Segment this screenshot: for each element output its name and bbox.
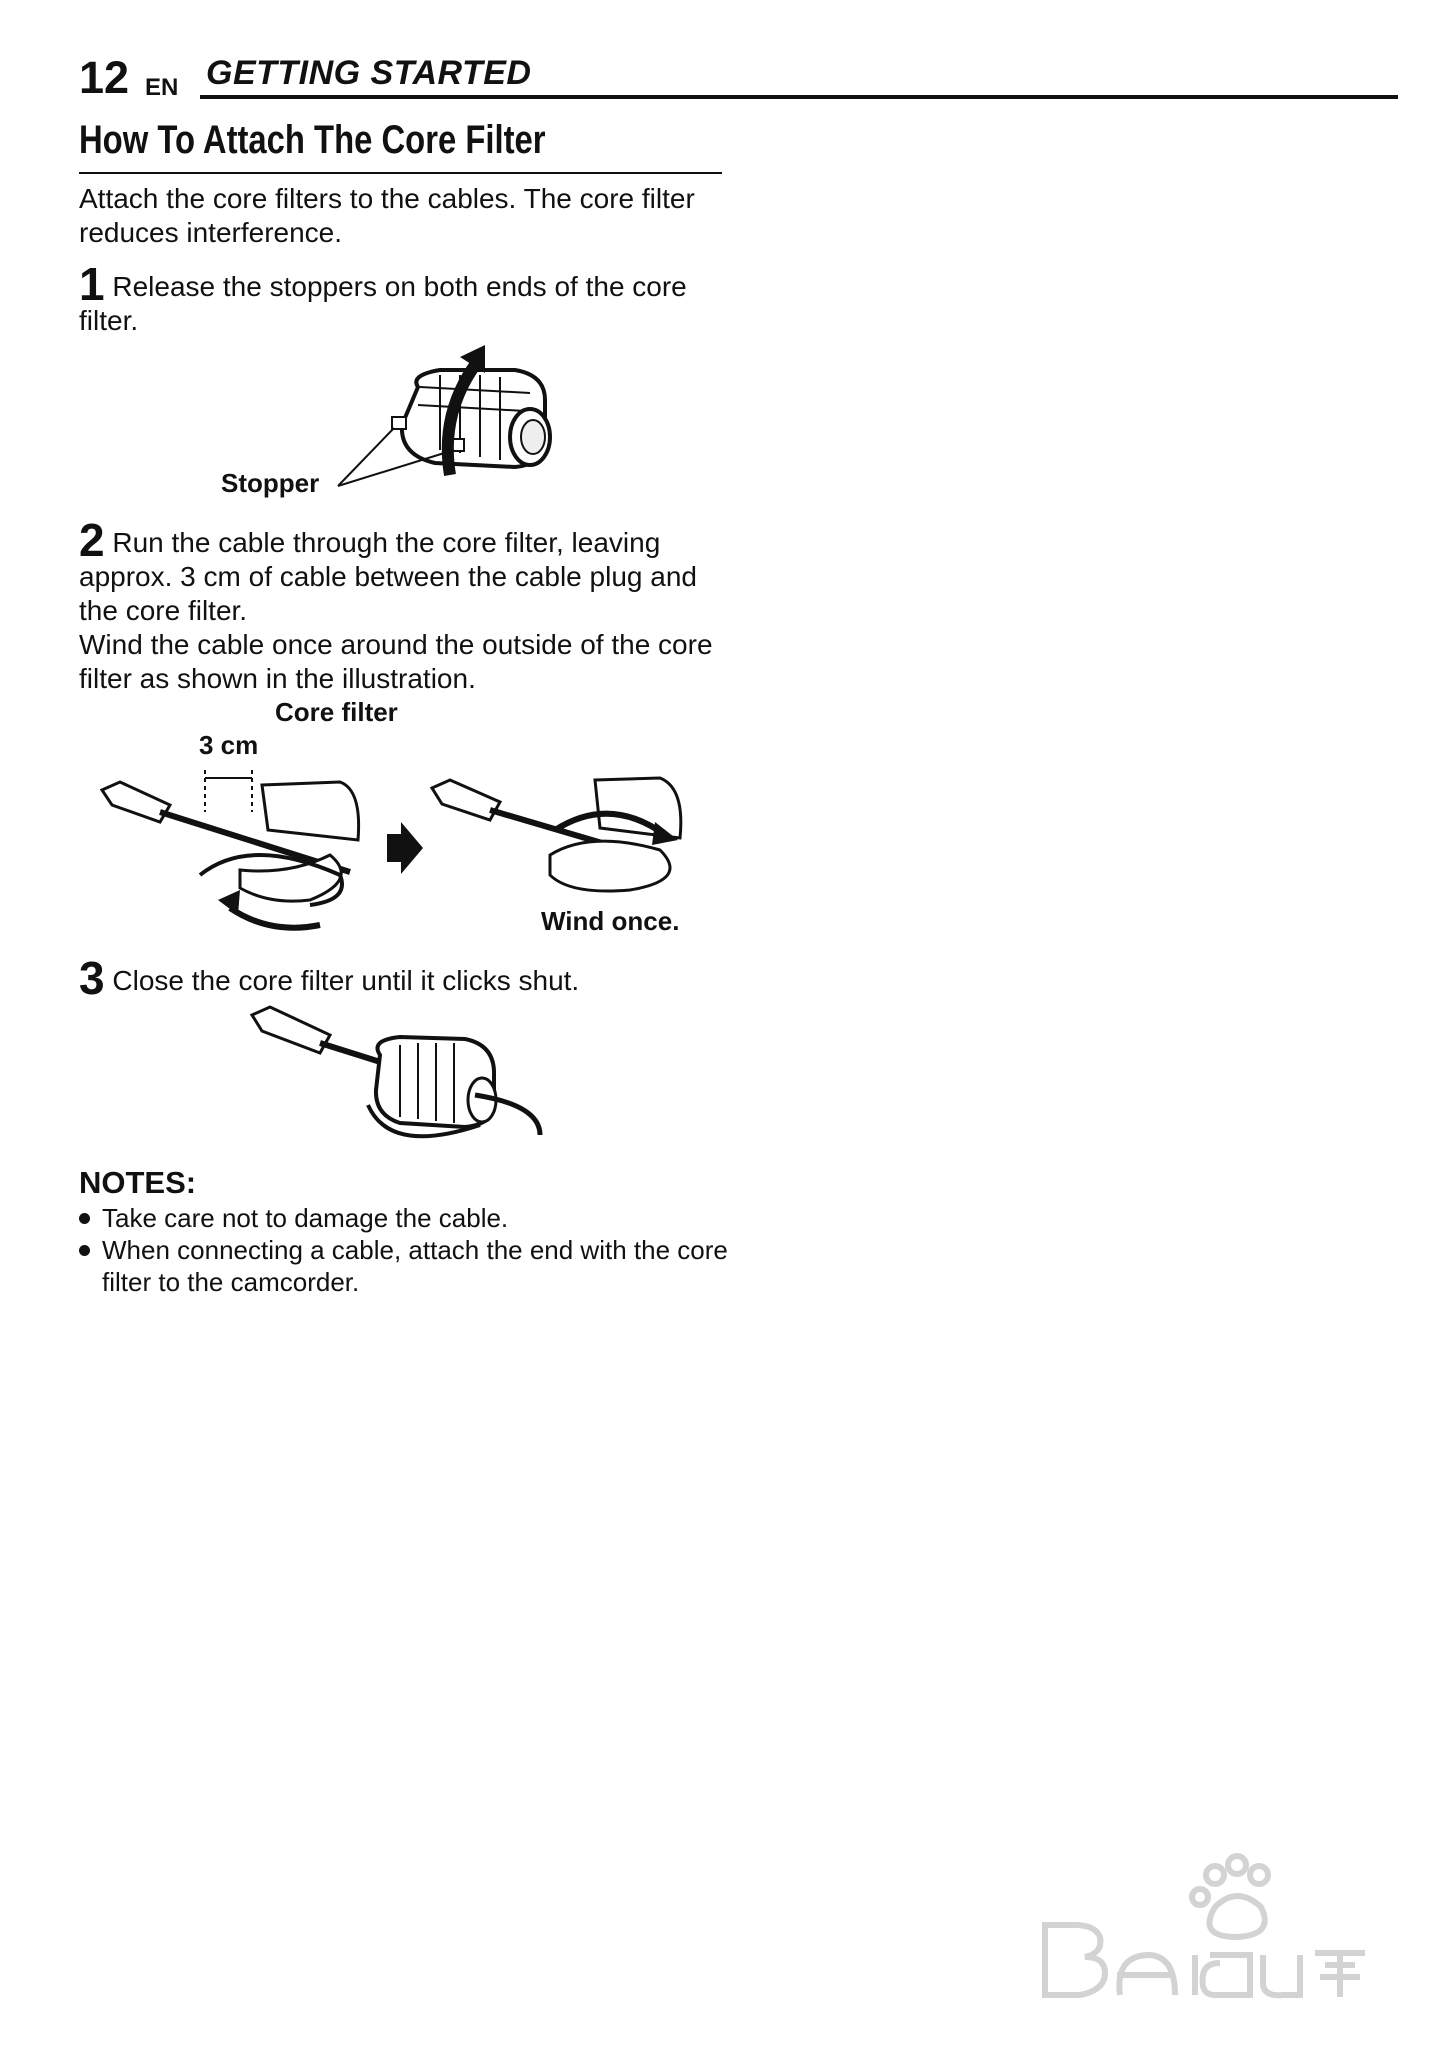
language-code: EN <box>145 74 179 101</box>
core-filter-label: Core filter <box>275 697 398 727</box>
note-item <box>79 1234 752 1298</box>
header-rule <box>200 95 1398 99</box>
wound-cable-illustration <box>430 760 700 910</box>
step-1-number: 1 <box>79 258 105 310</box>
notes-heading: NOTES: <box>79 1165 197 1200</box>
stopper-label: Stopper <box>221 468 320 498</box>
wind-once-label: Wind once. <box>541 906 680 936</box>
note-item <box>79 1202 752 1234</box>
closed-filter-illustration <box>250 995 550 1145</box>
page-number: 12 <box>79 52 130 103</box>
step-3-text: Close the core filter until it clicks shut. <box>112 965 580 996</box>
note-text: When connecting a cable, attach the end with the core filter to the camcorder. <box>102 1235 728 1297</box>
step-1 <box>79 258 719 338</box>
stopper-pointer-lines <box>330 420 460 490</box>
bullet-icon <box>79 1245 90 1256</box>
page-title: How To Attach The Core Filter <box>79 118 546 162</box>
step-2 <box>79 514 739 696</box>
cable-through-filter-illustration <box>100 760 370 940</box>
bullet-icon <box>79 1213 90 1224</box>
step-2-number: 2 <box>79 514 105 566</box>
section-title: GETTING STARTED <box>206 54 532 92</box>
step-1-text: Release the stoppers on both ends of the core filter. <box>79 271 687 336</box>
distance-label: 3 cm <box>199 730 259 760</box>
title-rule <box>79 172 722 174</box>
step-2-text: Run the cable through the core filter, leaving approx. 3 cm of cable between the cable plug and the core filter. <box>79 527 697 626</box>
next-arrow-icon <box>385 820 425 876</box>
step-2-text-2: Wind the cable once around the outside of the core filter as shown in the illustration. <box>79 629 713 694</box>
step-3 <box>79 952 739 1004</box>
intro-text: Attach the core filters to the cables. The core filter reduces interference. <box>79 183 695 248</box>
step-3-number: 3 <box>79 952 105 1004</box>
note-text: Take care not to damage the cable. <box>102 1203 509 1233</box>
baidu-watermark-logo <box>1025 1845 1375 2015</box>
